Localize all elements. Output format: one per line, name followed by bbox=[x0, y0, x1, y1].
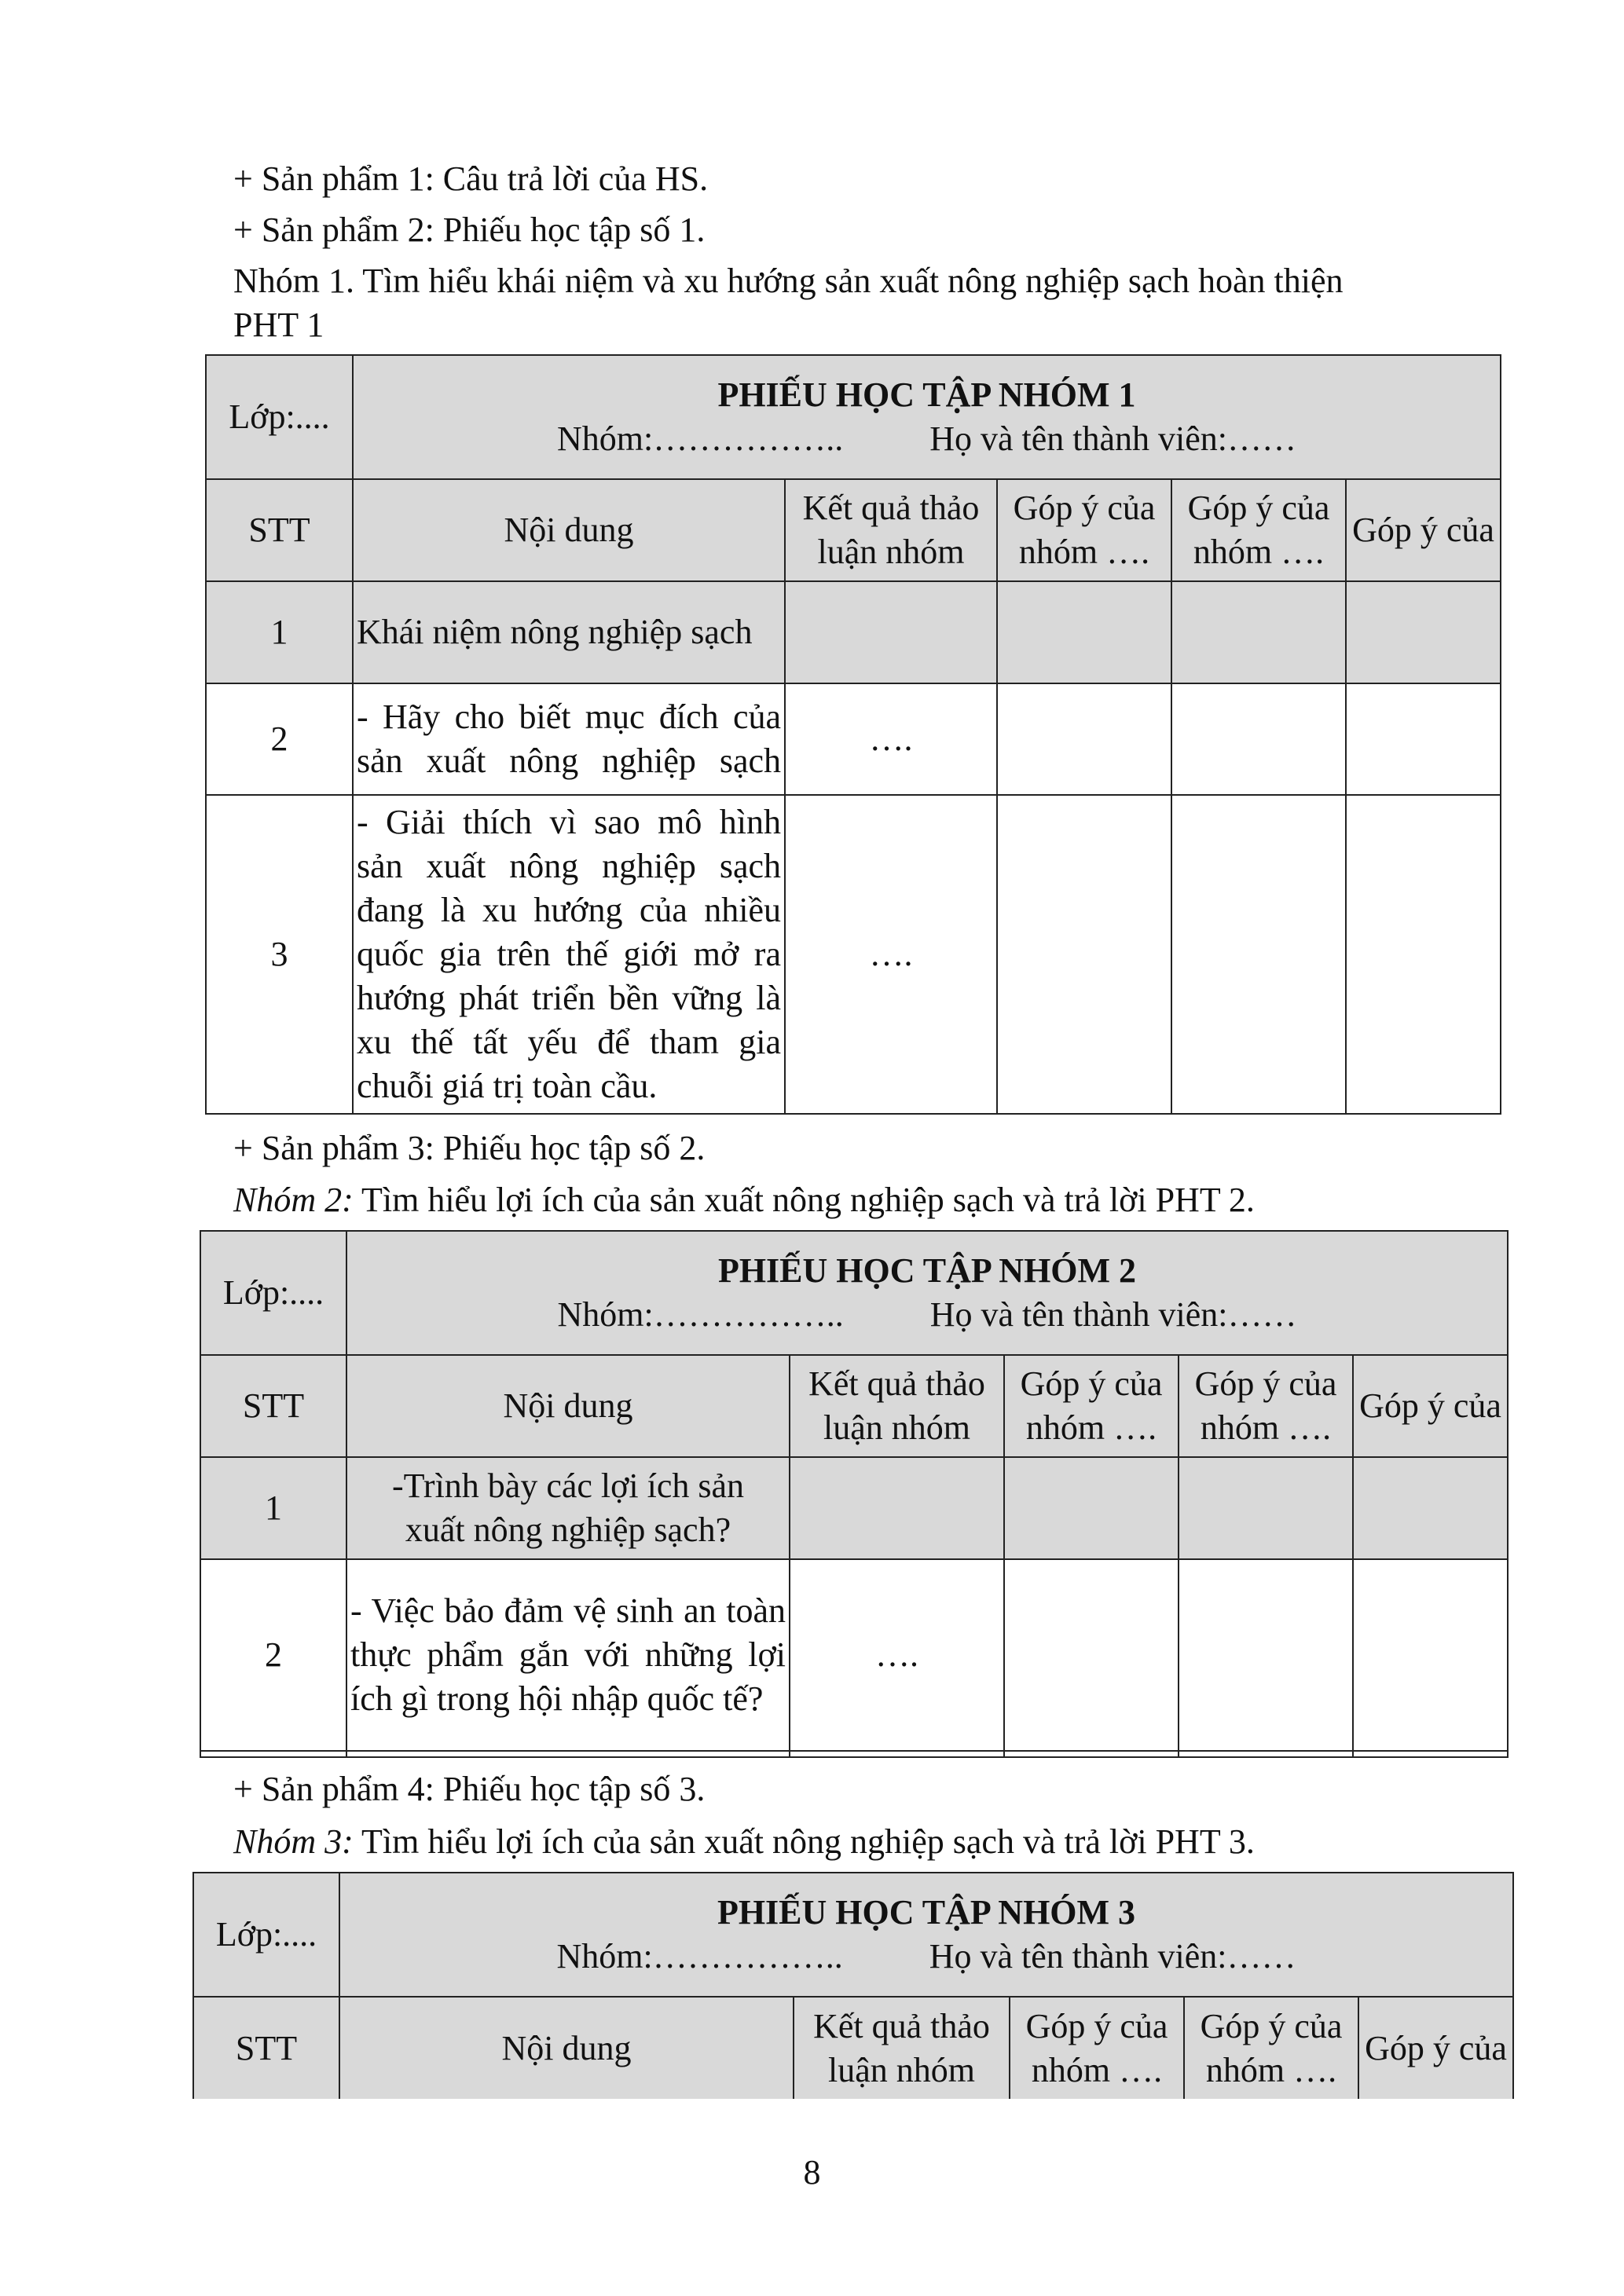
worksheet-table-group-1 bbox=[205, 354, 1501, 1115]
row-number: 2 bbox=[200, 1559, 346, 1751]
feedback-header-3: Góp ý của bbox=[1353, 1355, 1508, 1457]
table-title: PHIẾU HỌC TẬP NHÓM 3 bbox=[717, 1893, 1136, 1932]
row-feedback-2 bbox=[1179, 1559, 1353, 1751]
class-cell: Lớp:.... bbox=[206, 355, 353, 479]
row-result bbox=[785, 581, 997, 683]
row-content bbox=[346, 1751, 790, 1757]
row-feedback-1 bbox=[1004, 1457, 1179, 1559]
table-title: PHIẾU HỌC TẬP NHÓM 1 bbox=[717, 375, 1136, 414]
result-header: Kết quả thảo luận nhóm bbox=[794, 1997, 1010, 2099]
table-title: PHIẾU HỌC TẬP NHÓM 2 bbox=[717, 1251, 1137, 1290]
feedback-header-1: Góp ý của nhóm …. bbox=[1004, 1355, 1179, 1457]
row-number: 3 bbox=[206, 795, 353, 1114]
group-3-task-line bbox=[233, 1820, 1255, 1864]
row-result: …. bbox=[785, 795, 997, 1114]
feedback-header-2: Góp ý của nhóm …. bbox=[1179, 1355, 1353, 1457]
class-cell: Lớp:.... bbox=[200, 1231, 346, 1355]
row-feedback-2 bbox=[1171, 795, 1346, 1114]
row-result: …. bbox=[790, 1559, 1004, 1751]
row-feedback-3 bbox=[1346, 683, 1501, 795]
group-field: Nhóm:…………….. bbox=[556, 1937, 843, 1976]
member-name-field: Họ và tên thành viên:…… bbox=[929, 419, 1297, 458]
worksheet-table-group-2 bbox=[200, 1230, 1509, 1758]
member-name-field: Họ và tên thành viên:…… bbox=[929, 1937, 1296, 1976]
class-cell: Lớp:.... bbox=[193, 1873, 339, 1997]
row-feedback-3 bbox=[1353, 1751, 1508, 1757]
row-number: 1 bbox=[206, 581, 353, 683]
feedback-header-1: Góp ý của nhóm …. bbox=[997, 479, 1171, 581]
row-content bbox=[353, 683, 785, 795]
table-row bbox=[206, 581, 1501, 683]
product-1-line: + Sản phẩm 1: Câu trả lời của HS. bbox=[233, 159, 709, 198]
product-4-line: + Sản phẩm 4: Phiếu học tập số 3. bbox=[233, 1770, 706, 1808]
product-3-line: + Sản phẩm 3: Phiếu học tập số 2. bbox=[233, 1129, 706, 1167]
stt-header: STT bbox=[200, 1355, 346, 1457]
row-feedback-2 bbox=[1171, 581, 1346, 683]
row-feedback-3 bbox=[1353, 1559, 1508, 1751]
group-2-text: Tìm hiểu lợi ích của sản xuất nông nghiệp sạch và trả lời PHT 2. bbox=[353, 1181, 1255, 1219]
feedback-header-3: Góp ý của bbox=[1358, 1997, 1513, 2099]
row-feedback-2 bbox=[1179, 1457, 1353, 1559]
group-1-task-line-1: Nhóm 1. Tìm hiểu khái niệm và xu hướng sản xuất nông nghiệp sạch hoàn thiện bbox=[233, 262, 1344, 300]
row-content-text: - Hãy cho biết mục đích của sản xuất nông nghiệp sạch bbox=[357, 698, 781, 780]
row-number bbox=[200, 1751, 346, 1757]
feedback-header-2: Góp ý của nhóm …. bbox=[1171, 479, 1346, 581]
table-header-cell bbox=[346, 1231, 1508, 1355]
table-row bbox=[200, 1751, 1508, 1757]
row-feedback-3 bbox=[1346, 581, 1501, 683]
group-3-label: Nhóm 3: bbox=[233, 1822, 354, 1861]
row-feedback-3 bbox=[1353, 1457, 1508, 1559]
row-result bbox=[790, 1751, 1004, 1757]
row-content: - Việc bảo đảm vệ sinh an toàn thực phẩm gắn với những lợi ích gì trong hội nhập quốc tế? bbox=[346, 1559, 790, 1751]
table-header-cell bbox=[353, 355, 1501, 479]
result-header: Kết quả thảo luận nhóm bbox=[790, 1355, 1004, 1457]
row-number: 1 bbox=[200, 1457, 346, 1559]
row-number: 2 bbox=[206, 683, 353, 795]
row-feedback-1 bbox=[1004, 1559, 1179, 1751]
group-1-task-line-2: PHT 1 bbox=[233, 306, 324, 344]
table-header-cell bbox=[339, 1873, 1513, 1997]
feedback-header-1: Góp ý của nhóm …. bbox=[1010, 1997, 1184, 2099]
feedback-header-2: Góp ý của nhóm …. bbox=[1184, 1997, 1358, 2099]
row-result bbox=[790, 1457, 1004, 1559]
group-2-label: Nhóm 2: bbox=[233, 1181, 354, 1219]
row-content: -Trình bày các lợi ích sản xuất nông nghiệp sạch? bbox=[346, 1457, 790, 1559]
product-2-line: + Sản phẩm 2: Phiếu học tập số 1. bbox=[233, 211, 706, 249]
result-header: Kết quả thảo luận nhóm bbox=[785, 479, 997, 581]
member-name-field: Họ và tên thành viên:…… bbox=[929, 1295, 1297, 1334]
row-content: - Giải thích vì sao mô hình sản xuất nông nghiệp sạch đang là xu hướng của nhiều quốc gia trên thế giới mở ra hướng phát triển bền vững là xu thế tất yếu để tham gia chuỗi giá trị toàn cầu. bbox=[353, 795, 785, 1114]
row-feedback-3 bbox=[1346, 795, 1501, 1114]
group-field: Nhóm:…………….. bbox=[556, 419, 844, 458]
stt-header: STT bbox=[206, 479, 353, 581]
table-row bbox=[200, 1457, 1508, 1559]
feedback-header-3: Góp ý của bbox=[1346, 479, 1501, 581]
group-3-text: Tìm hiểu lợi ích của sản xuất nông nghiệp sạch và trả lời PHT 3. bbox=[353, 1822, 1255, 1861]
row-content: Khái niệm nông nghiệp sạch bbox=[353, 581, 785, 683]
content-header: Nội dung bbox=[339, 1997, 794, 2099]
row-feedback-2 bbox=[1179, 1751, 1353, 1757]
content-header: Nội dung bbox=[346, 1355, 790, 1457]
row-feedback-1 bbox=[1004, 1751, 1179, 1757]
row-feedback-2 bbox=[1171, 683, 1346, 795]
table-row bbox=[206, 795, 1501, 1114]
row-feedback-1 bbox=[997, 683, 1171, 795]
group-field: Nhóm:…………….. bbox=[557, 1295, 844, 1334]
row-feedback-1 bbox=[997, 795, 1171, 1114]
page-number: 8 bbox=[803, 2153, 821, 2192]
content-header: Nội dung bbox=[353, 479, 785, 581]
table-row bbox=[206, 683, 1501, 795]
row-feedback-1 bbox=[997, 581, 1171, 683]
group-2-task-line bbox=[233, 1178, 1255, 1222]
row-result: …. bbox=[785, 683, 997, 795]
table-row bbox=[200, 1559, 1508, 1751]
worksheet-table-group-3 bbox=[192, 1872, 1514, 2099]
stt-header: STT bbox=[193, 1997, 339, 2099]
